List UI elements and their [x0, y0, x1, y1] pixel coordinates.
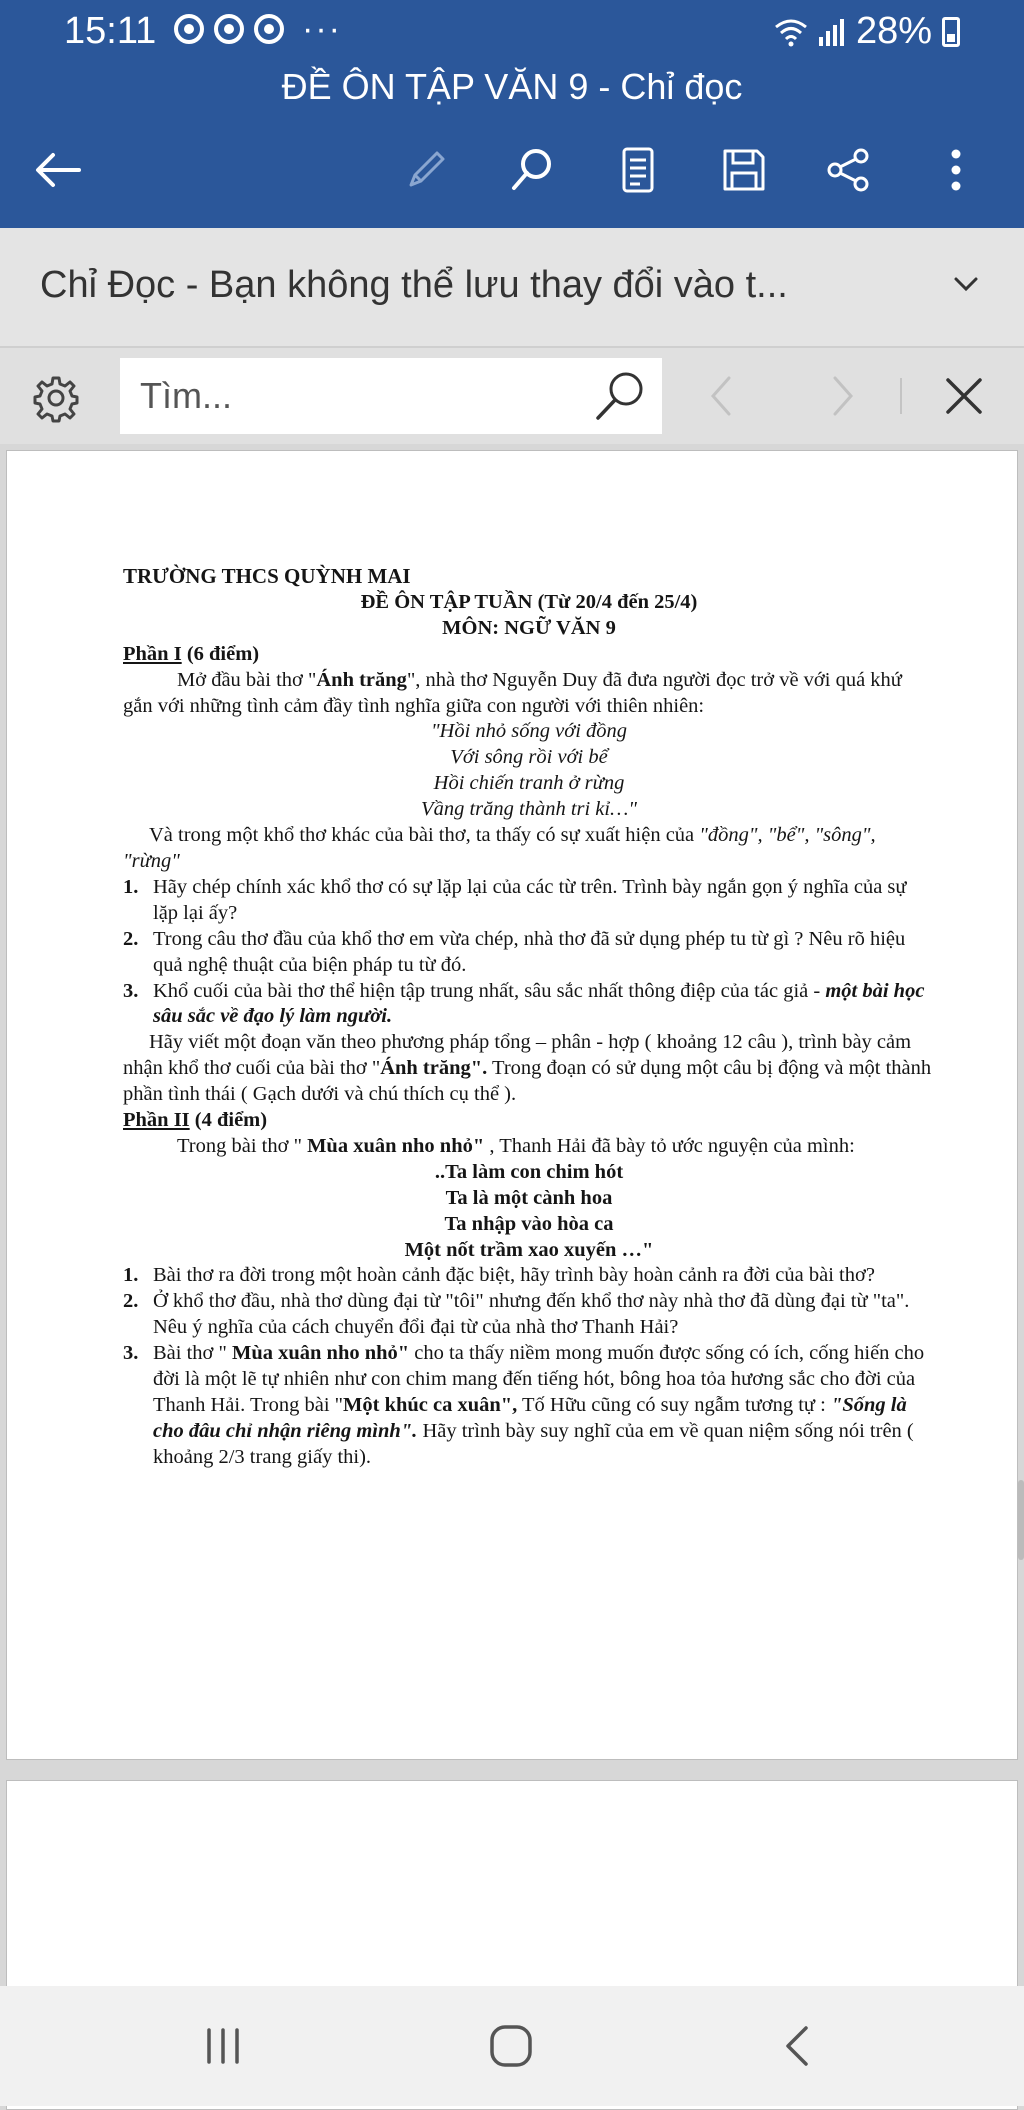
pen-icon[interactable]: [396, 140, 456, 200]
find-separator: [900, 378, 902, 414]
question-item: 3. Bài thơ " Mùa xuân nho nhỏ" cho ta thấy niềm mong muốn được sống có ích, cống hiến cho đời là một lẽ tự nhiên như con chim mang đến tiếng hót, bông hoa tỏa hương sắc cho đời của Thanh Hải. Trong bài "Một khúc ca xuân", Tố Hữu cũng có suy ngẫm tương tự : "Sống là cho đâu chỉ nhận riêng mình". Hãy trình bày suy nghĩ của em về quan niệm sống nói trên ( khoảng 2/3 trang giấy thi).: [123, 1342, 925, 1468]
document-title: ĐỀ ÔN TẬP VĂN 9 - Chỉ đọc: [281, 66, 743, 107]
system-nav-bar: [0, 1986, 1024, 2106]
share-icon[interactable]: [818, 140, 878, 200]
part2-questions: [123, 1263, 935, 1470]
question-item: 2. Ở khổ thơ đầu, nhà thơ dùng đại từ "tôi" nhưng đến khổ thơ này nhà thơ đã dùng đại từ "ta". Nêu ý nghĩa của cách chuyển đổi đại từ của nhà thơ Thanh Hải?: [123, 1290, 910, 1339]
question-item: 2. Trong câu thơ đầu của khổ thơ em vừa chép, nhà thơ đã sử dụng phép tu từ gì ? Nêu rõ hiệu quả nghệ thuật của biện pháp tu từ đó.: [123, 927, 906, 976]
document-page[interactable]: [6, 450, 1018, 1760]
chrome-icon: [214, 14, 244, 44]
poem-line: Hồi chiến tranh ở rừng: [433, 772, 625, 795]
question-item: 1. Bài thơ ra đời trong một hoàn cảnh đặc biệt, hãy trình bày hoàn cảnh ra đời của bài thơ?: [123, 1264, 875, 1287]
part2-points: (4 điểm): [189, 1109, 268, 1132]
more-notifications-icon: ···: [302, 10, 342, 48]
part1-questions: [123, 875, 935, 1030]
status-bar: [0, 0, 1024, 64]
notification-icons: [174, 10, 342, 48]
readonly-banner[interactable]: [0, 228, 1024, 348]
app-header: [0, 0, 1024, 228]
readonly-message: Chỉ Đọc - Bạn không thể lưu thay đổi vào t...: [40, 264, 788, 306]
status-right: [774, 10, 960, 53]
document-body: [123, 564, 935, 1471]
part1-task: Hãy viết một đoạn văn theo phương pháp tổng – phân - hợp ( khoảng 12 câu ), trình bày cảm nhận khổ thơ cuối của bài thơ "Ánh trăng". Trong đoạn có sử dụng một câu bị động và một thành phần tình thái ( Gạch dưới và chú thích cụ thể ).: [123, 1031, 932, 1106]
question-item: 3. Khổ cuối của bài thơ thể hiện tập trung nhất, sâu sắc nhất thông điệp của tác giả - một bài học sâu sắc về đạo lý làm người.: [123, 979, 925, 1028]
recents-icon[interactable]: [178, 2006, 268, 2086]
signal-icon: [818, 17, 846, 47]
find-bar: [0, 348, 1024, 444]
part2-heading: [123, 1108, 935, 1134]
poem-line: Một nốt trầm xao xuyến …": [404, 1238, 654, 1261]
exam-title: ĐỀ ÔN TẬP TUẦN (Từ 20/4 đến 25/4): [360, 590, 698, 613]
question-item: 1. Hãy chép chính xác khổ thơ có sự lặp lại của các từ trên. Trình bày ngắn gọn ý nghĩa của sự lặp lại ấy?: [123, 875, 907, 924]
home-icon[interactable]: [466, 2006, 556, 2086]
part1-label: Phần I: [123, 642, 182, 665]
gear-icon[interactable]: [28, 370, 84, 426]
poem-line: Vầng trăng thành tri kỉ…": [421, 798, 637, 821]
find-search-icon[interactable]: [590, 366, 650, 426]
poem-line: Ta nhập vào hòa ca: [444, 1212, 614, 1235]
part1-note: Và trong một khổ thơ khác của bài thơ, ta thấy có sự xuất hiện của "đồng", "bể", "sông", "rừng": [123, 824, 876, 872]
toolbar: [0, 130, 1024, 210]
chevron-down-icon[interactable]: [948, 266, 984, 302]
reading-view-icon[interactable]: [608, 140, 668, 200]
close-icon[interactable]: [936, 368, 992, 424]
poem-line: ..Ta làm con chim hót: [434, 1160, 624, 1183]
back-icon[interactable]: [752, 2006, 842, 2086]
wifi-icon: [774, 17, 808, 47]
search-input[interactable]: [120, 358, 662, 434]
back-arrow-icon[interactable]: [28, 140, 88, 200]
search-icon[interactable]: [502, 140, 562, 200]
battery-icon: [942, 17, 960, 47]
part1-points: (6 điểm): [181, 642, 260, 665]
poem-line: "Hồi nhỏ sống với đồng: [430, 720, 628, 743]
scroll-handle[interactable]: [1018, 1480, 1024, 1560]
poem-line: Với sông rồi với bể: [450, 746, 608, 769]
more-vert-icon[interactable]: [926, 140, 986, 200]
status-time: 15:11: [64, 10, 157, 52]
save-icon[interactable]: [714, 140, 774, 200]
part2-label: Phần II: [123, 1109, 190, 1132]
find-previous-icon[interactable]: [696, 368, 746, 424]
find-next-icon[interactable]: [818, 368, 868, 424]
part2-intro: Trong bài thơ " Mùa xuân nho nhỏ" , Thanh Hải đã bày tỏ ước nguyện của mình:: [177, 1134, 855, 1157]
part1-heading: [123, 642, 935, 668]
poem-line: Ta là một cành hoa: [445, 1186, 613, 1209]
subject-title: MÔN: NGỮ VĂN 9: [442, 616, 616, 639]
app-icon: [254, 14, 284, 44]
battery-percent: 28%: [855, 10, 932, 52]
school-name: TRƯỜNG THCS QUỲNH MAI: [123, 564, 411, 588]
chrome-icon: [174, 14, 204, 44]
part1-intro: Mở đầu bài thơ "Ánh trăng", nhà thơ Nguyễn Duy đã đưa người đọc trở về với quá khứ gắn với những tình cảm đầy tình nghĩa giữa con người với thiên nhiên:: [123, 668, 902, 717]
